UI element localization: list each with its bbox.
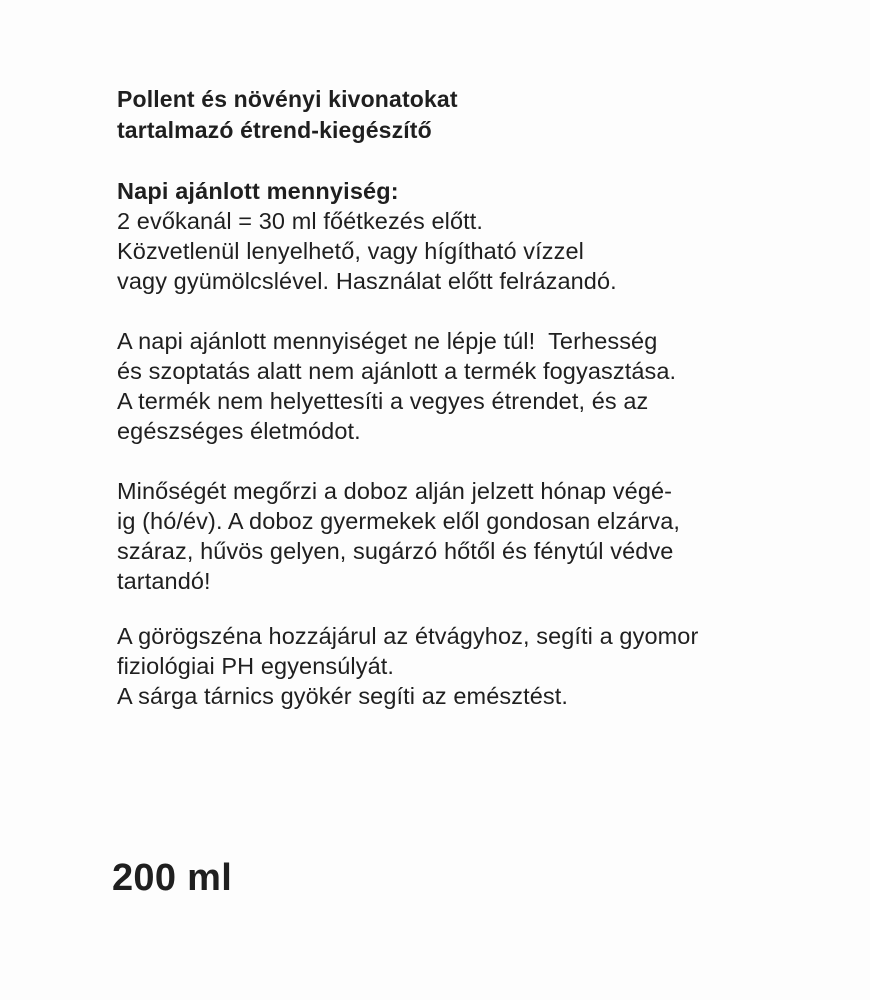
net-volume-label: 200 ml — [112, 857, 233, 899]
claims-line-2: fiziológiai PH egyensúlyát. — [117, 653, 395, 679]
warnings-line-4: egészséges életmódot. — [117, 418, 361, 444]
storage-line-4: tartandó! — [117, 568, 211, 594]
claims-line-3: A sárga tárnics gyökér segíti az emésztést. — [117, 683, 568, 709]
dosage-line-2: Közvetlenül lenyelhető, vagy hígítható vízzel — [117, 238, 584, 264]
health-claims-section — [117, 621, 797, 711]
product-label-panel — [117, 84, 797, 711]
heading-line-2: tartalmazó étrend-kiegészítő — [117, 117, 432, 143]
product-description-heading — [117, 84, 797, 146]
warnings-line-1: A napi ajánlott mennyiséget ne lépje túl! Terhesség — [117, 328, 658, 354]
dosage-section — [117, 176, 797, 296]
warnings-section — [117, 326, 797, 446]
warnings-line-3: A termék nem helyettesíti a vegyes étrendet, és az — [117, 388, 649, 414]
warnings-line-2: és szoptatás alatt nem ajánlott a termék fogyasztása. — [117, 358, 677, 384]
storage-line-3: száraz, hűvös gelyen, sugárzó hőtől és fénytúl védve — [117, 538, 674, 564]
spacer-after-warnings — [117, 446, 797, 476]
spacer-after-dosage — [117, 296, 797, 326]
dosage-section-title: Napi ajánlott mennyiség: — [117, 178, 399, 204]
dosage-line-3: vagy gyümölcslével. Használat előtt felrázandó. — [117, 268, 617, 294]
storage-line-1: Minőségét megőrzi a doboz alján jelzett hónap végé- — [117, 478, 673, 504]
spacer-after-heading — [117, 146, 797, 176]
spacer-after-storage — [117, 596, 797, 621]
dosage-line-1: 2 evőkanál = 30 ml főétkezés előtt. — [117, 208, 484, 234]
claims-line-1: A görögszéna hozzájárul az étvágyhoz, segíti a gyomor — [117, 623, 699, 649]
storage-line-2: ig (hó/év). A doboz gyermekek elől gondosan elzárva, — [117, 508, 681, 534]
heading-line-1: Pollent és növényi kivonatokat — [117, 86, 458, 112]
storage-section — [117, 476, 797, 596]
